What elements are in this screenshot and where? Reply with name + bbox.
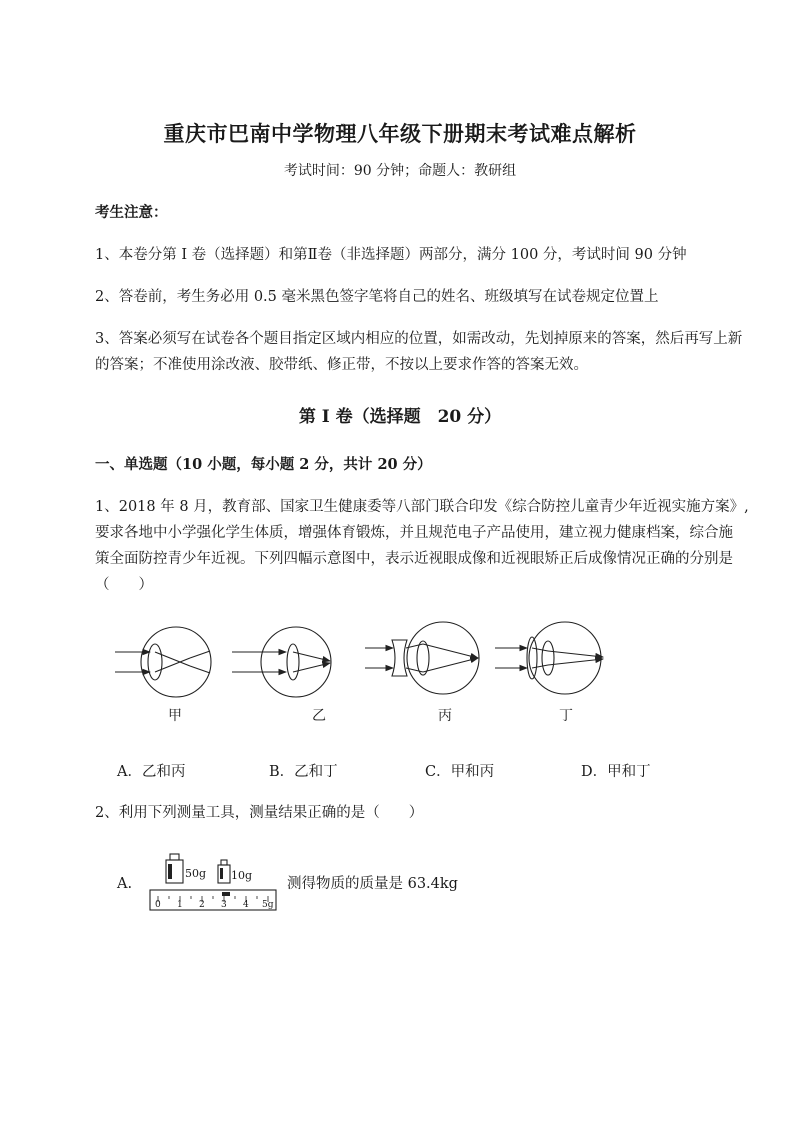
q1-line-3: 策全面防控青少年近视。下列四幅示意图中，表示近视眼成像和近视眼矫正后成像情况正确的分别是 — [95, 551, 733, 567]
eye-diagrams — [110, 620, 620, 700]
caption-jia: 甲 — [168, 708, 182, 724]
q1-option-a[interactable]: A．乙和丙 — [117, 764, 186, 780]
notice-item-2: 2、答卷前，考生务必用 0.5 毫米黑色签字笔将自己的姓名、班级填写在试卷规定位置上 — [95, 289, 659, 305]
q1-line-4: （ ） — [95, 577, 153, 593]
ruler-tick-1: 1 — [177, 900, 183, 910]
caption-bing: 丙 — [438, 708, 452, 724]
notice-heading: 考生注意： — [95, 204, 168, 221]
page-title: 重庆市巴南中学物理八年级下册期末考试难点解析 — [163, 121, 637, 146]
weight-10g-label: 10g — [231, 869, 253, 882]
q1-line-1: 1、2018 年 8 月，教育部、国家卫生健康委等八部门联合印发《综合防控儿童青少年近视实施方案》, — [95, 499, 749, 515]
caption-yi: 乙 — [312, 708, 326, 724]
notice-item-1: 1、本卷分第 I 卷（选择题）和第Ⅱ卷（非选择题）两部分，满分 100 分，考试时间 90 分钟 — [95, 247, 687, 263]
notice-item-3-cont: 的答案；不准使用涂改液、胶带纸、修正带，不按以上要求作答的答案无效。 — [95, 357, 588, 373]
q1-option-b[interactable]: B．乙和丁 — [269, 764, 338, 780]
q2-option-a-label[interactable]: A. — [117, 876, 133, 892]
eye-diagram-jia — [115, 627, 211, 697]
q1-option-d[interactable]: D．甲和丁 — [581, 764, 651, 780]
page-subtitle: 考试时间：90 分钟；命题人：教研组 — [283, 163, 517, 179]
q1-line-2: 要求各地中小学强化学生体质，增强体育锻炼，并且规范电子产品使用，建立视力健康档案，综合施 — [95, 525, 733, 541]
balance-scale-figure — [148, 852, 278, 914]
part-heading: 一、单选题（10 小题，每小题 2 分，共计 20 分） — [95, 456, 432, 473]
eye-diagram-bing — [365, 622, 479, 694]
balance-scale-drawing — [148, 852, 278, 914]
eye-diagram-ding — [495, 622, 603, 694]
ruler-tick-0: 0 — [155, 900, 161, 910]
weight-50g-label: 50g — [185, 867, 207, 880]
caption-ding: 丁 — [559, 708, 573, 724]
q1-option-c[interactable]: C．甲和丙 — [425, 764, 495, 780]
q2-stem: 2、利用下列测量工具，测量结果正确的是（ ） — [95, 805, 424, 821]
q2-option-a-text: 测得物质的质量是 63.4kg — [287, 876, 458, 892]
ruler-tick-4: 4 — [243, 900, 249, 910]
eye-diagram-yi — [232, 627, 331, 697]
section-title: 第 I 卷（选择题 20 分） — [298, 407, 502, 427]
notice-item-3: 3、答案必须写在试卷各个题目指定区域内相应的位置，如需改动，先划掉原来的答案，然后再写上新 — [95, 331, 743, 347]
ruler-tick-2: 2 — [199, 900, 205, 910]
ruler-tick-5g: 5g — [262, 900, 274, 910]
ruler-tick-3: 3 — [221, 900, 227, 910]
